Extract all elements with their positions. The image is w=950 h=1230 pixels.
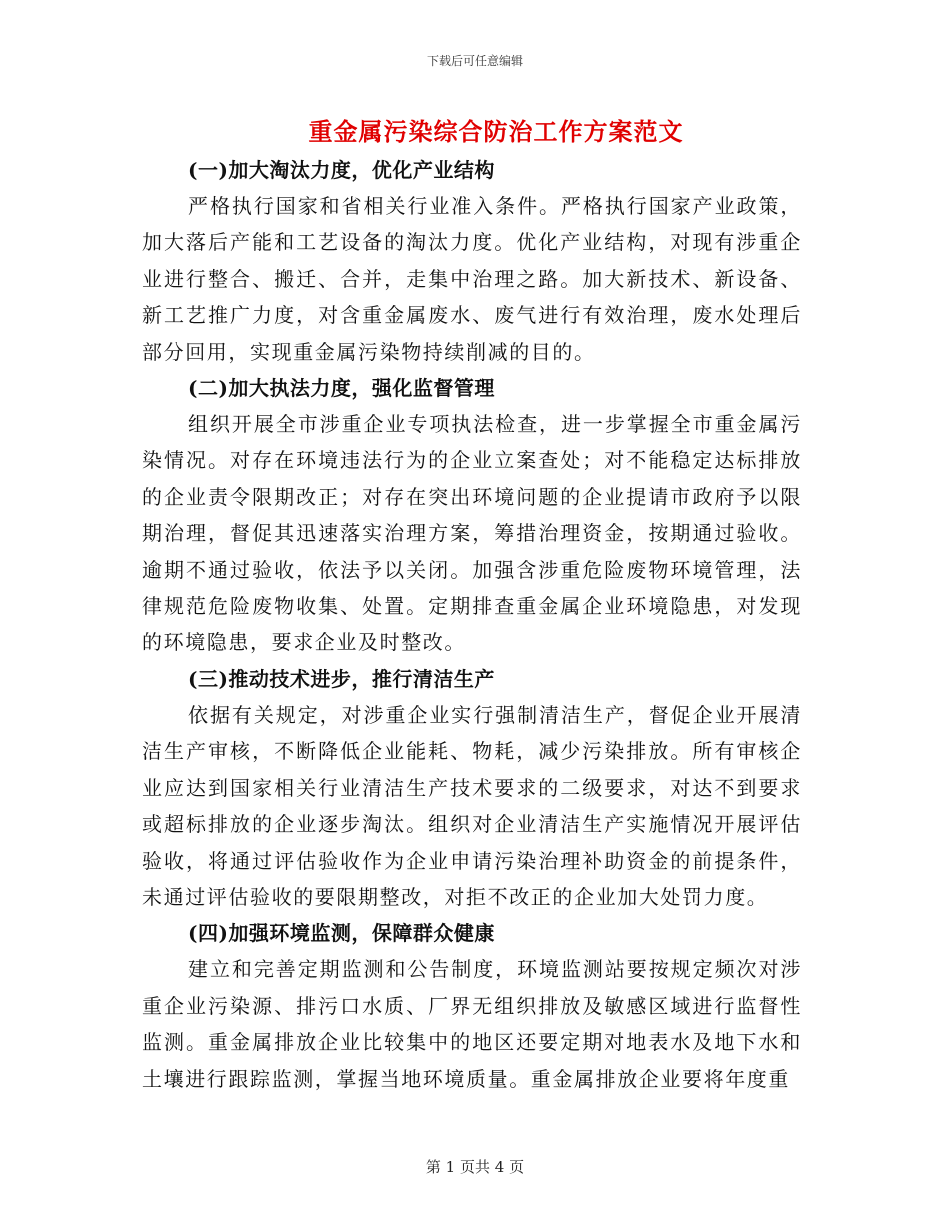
section-paragraph-3: 依据有关规定，对涉重企业实行强制清洁生产，督促企业开展清洁生产审核，不断降低企业能耗、物耗，减少污染排放。所有审核企业应达到国家相关行业清洁生产技术要求的二级要求，对达不到要求或超标排放的企业逐步淘汰。组织对企业清洁生产实施情况开展评估验收，将通过评估验收作为企业申请污染治理补助资金的前提条件，未通过评估验收的要限期整改，对拒不改正的企业加大处罚力度。	[142, 702, 802, 909]
section-paragraph-4: 建立和完善定期监测和公告制度，环境监测站要按规定频次对涉重企业污染源、排污口水质、厂界无组织排放及敏感区域进行监督性监测。重金属排放企业比较集中的地区还要定期对地表水及地下水和土壤进行跟踪监测，掌握当地环境质量。重金属排放企业要将年度重	[142, 957, 802, 1091]
page-number-footer: 第 1 页共 4 页	[425, 1158, 525, 1176]
section-heading-1: (一)加大淘汰力度，优化产业结构	[188, 158, 495, 182]
section-heading-3: (三)推动技术进步，推行清洁生产	[188, 666, 495, 691]
document-body	[142, 152, 802, 1097]
section-heading-2: (二)加大执法力度，强化监督管理	[188, 376, 495, 401]
section-paragraph-2: 组织开展全市涉重企业专项执法检查，进一步掌握全市重金属污染情况。对存在环境违法行为的企业立案查处；对不能稳定达标排放的企业责令限期改正；对存在突出环境问题的企业提请市政府予以限期治理，督促其迅速落实治理方案，筹措治理资金，按期通过验收。逾期不通过验收，依法予以关闭。加强含涉重危险废物环境管理，法律规范危险废物收集、处置。定期排查重金属企业环境隐患，对发现的环境隐患，要求企业及时整改。	[142, 412, 802, 655]
header-note: 下载后可任意编辑	[426, 54, 523, 68]
section-paragraph-1: 严格执行国家和省相关行业准入条件。严格执行国家产业政策，加大落后产能和工艺设备的淘汰力度。优化产业结构，对现有涉重企业进行整合、搬迁、合并，走集中治理之路。加大新技术、新设备、新工艺推广力度，对含重金属废水、废气进行有效治理，废水处理后部分回用，实现重金属污染物持续削减的目的。	[142, 194, 802, 364]
section-heading-4: (四)加强环境监测，保障群众健康	[188, 921, 495, 946]
document-title: 重金属污染综合防治工作方案范文	[308, 117, 684, 146]
